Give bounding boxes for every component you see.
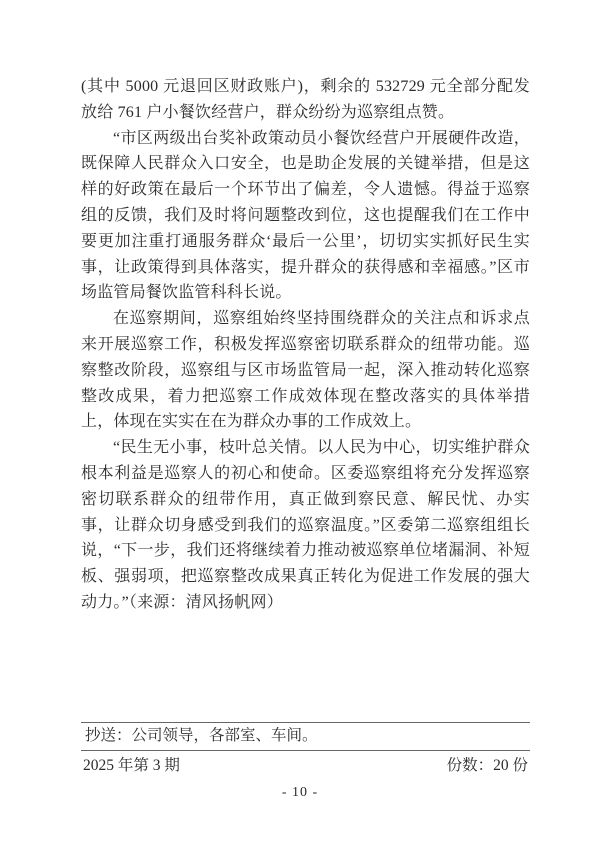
issue-meta-row [81, 751, 530, 776]
cc-text: 抄送：公司领导，各部室、车间。 [85, 727, 318, 744]
document-body [81, 74, 530, 616]
cc-row [81, 722, 530, 751]
body-paragraph: (其中 5000 元退回区财政账户)，剩余的 532729 元全部分配发放给 761 户小餐饮经营户，群众纷纷为巡察组点赞。 [81, 78, 530, 121]
issue-number: 2025 年第 3 期 [83, 757, 180, 774]
copies-count: 份数：20 份 [446, 757, 528, 774]
document-footer [81, 722, 530, 776]
body-paragraph: “市区两级出台奖补政策动员小餐饮经营户开展硬件改造，既保障人民群众入口安全，也是助企发展的关键举措，但是这样的好政策在最后一个环节出了偏差，令人遗憾。得益于巡察组的反馈，我们及时将问题整改到位，这也提醒我们在工作中要更加注重打通服务群众‘最后一公里’，切切实实抓好民生实事，让政策得到具体落实，提升群众的获得感和幸福感。”区市场监管局餐饮监管科科长说。 [81, 129, 530, 302]
page-number: - 10 - [281, 785, 319, 800]
body-paragraph: 在巡察期间，巡察组始终坚持围绕群众的关注点和诉求点来开展巡察工作，积极发挥巡察密切联系群众的纽带功能。巡察整改阶段，巡察组与区市场监管局一起，深入推动转化巡察整改成果，着力把巡察工作成效体现在整改落实的具体举措上，体现在实实在在为群众办事的工作成效上。 [81, 310, 530, 431]
body-paragraph: “民生无小事，枝叶总关情。以人民为中心，切实维护群众根本利益是巡察人的初心和使命。区委巡察组将充分发挥巡察密切联系群众的纽带作用，真正做到察民意、解民忧、办实事，让群众切身感受到我们的巡察温度。”区委第二巡察组组长说，“下一步，我们还将继续着力推动被巡察单位堵漏洞、补短板、强弱项，把巡察整改成果真正转化为促进工作发展的强大动力。”（来源：清风扬帆网） [81, 439, 530, 611]
